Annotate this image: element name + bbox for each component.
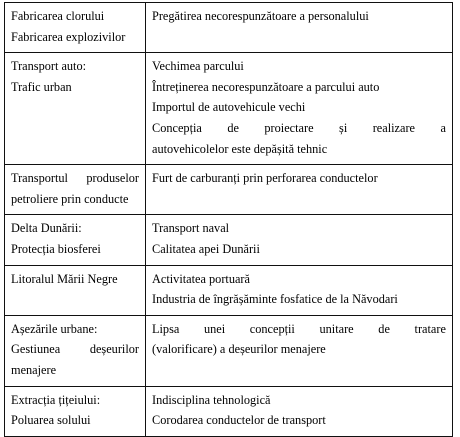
cause-line: Activitatea portuară: [152, 271, 250, 286]
cause-cell: [146, 165, 453, 215]
sector-cell: [5, 165, 146, 215]
cause-cell: [146, 53, 453, 165]
sector-cell: [5, 265, 146, 315]
cause-cell: [146, 3, 453, 53]
sector-line: menajere: [11, 362, 57, 377]
cause-cell: [146, 265, 453, 315]
cause-line: Indisciplina tehnologică: [152, 392, 271, 407]
cause-line: Transport naval: [152, 221, 230, 236]
sector-line: petroliere prin conducte: [11, 191, 129, 206]
cause-line: autovehicolelor este depășită tehnic: [152, 141, 328, 156]
table-row: [5, 265, 453, 315]
sector-cell: [5, 3, 146, 53]
table-row: [5, 53, 453, 165]
sector-line: Protecția biosferei: [11, 241, 101, 256]
sector-line: Fabricarea explozivilor: [11, 29, 126, 44]
sector-line: Extracția țițeiului:: [11, 392, 101, 407]
cause-line: Lipsa unei concepții unitare de tratare: [152, 321, 446, 336]
table-row: [5, 215, 453, 265]
sector-line: Transport auto:: [11, 59, 87, 74]
table-row: [5, 3, 453, 53]
cause-line: Importul de autovehicule vechi: [152, 100, 306, 115]
table-row: [5, 315, 453, 386]
sector-line: Poluarea solului: [11, 413, 91, 428]
problems-table: [4, 2, 453, 437]
cause-line: (valorificare) a deșeurilor menajere: [152, 342, 326, 357]
cause-cell: [146, 215, 453, 265]
cause-line: Calitatea apei Dunării: [152, 241, 260, 256]
sector-line: Trafic urban: [11, 79, 72, 94]
table-row: [5, 165, 453, 215]
sector-cell: [5, 53, 146, 165]
cause-cell: [146, 386, 453, 436]
sector-line: Gestiunea deșeurilor: [11, 342, 139, 357]
sector-line: Fabricarea clorului: [11, 9, 105, 23]
sector-cell: [5, 386, 146, 436]
sector-cell: [5, 215, 146, 265]
cause-line: Vechimea parcului: [152, 59, 244, 74]
sector-line: Litoralul Mării Negre: [11, 271, 118, 286]
sector-cell: [5, 315, 146, 386]
cause-line: Industria de îngrășăminte fosfatice de la Năvodari: [152, 292, 398, 307]
sector-line: Delta Dunării:: [11, 221, 82, 236]
cause-line: Întreținerea necorespunzătoare a parcului auto: [152, 79, 380, 94]
cause-line: Furt de carburanți prin perforarea conductelor: [152, 171, 378, 186]
cause-line: Corodarea conductelor de transport: [152, 413, 326, 428]
table-row: [5, 386, 453, 436]
sector-line: Așezările urbane:: [11, 321, 98, 336]
cause-line: Pregătirea necorespunzătoare a personalului: [152, 9, 369, 23]
cause-cell: [146, 315, 453, 386]
cause-line: Concepția de proiectare și realizare a: [152, 120, 446, 135]
sector-line: Transportul produselor: [11, 171, 139, 186]
